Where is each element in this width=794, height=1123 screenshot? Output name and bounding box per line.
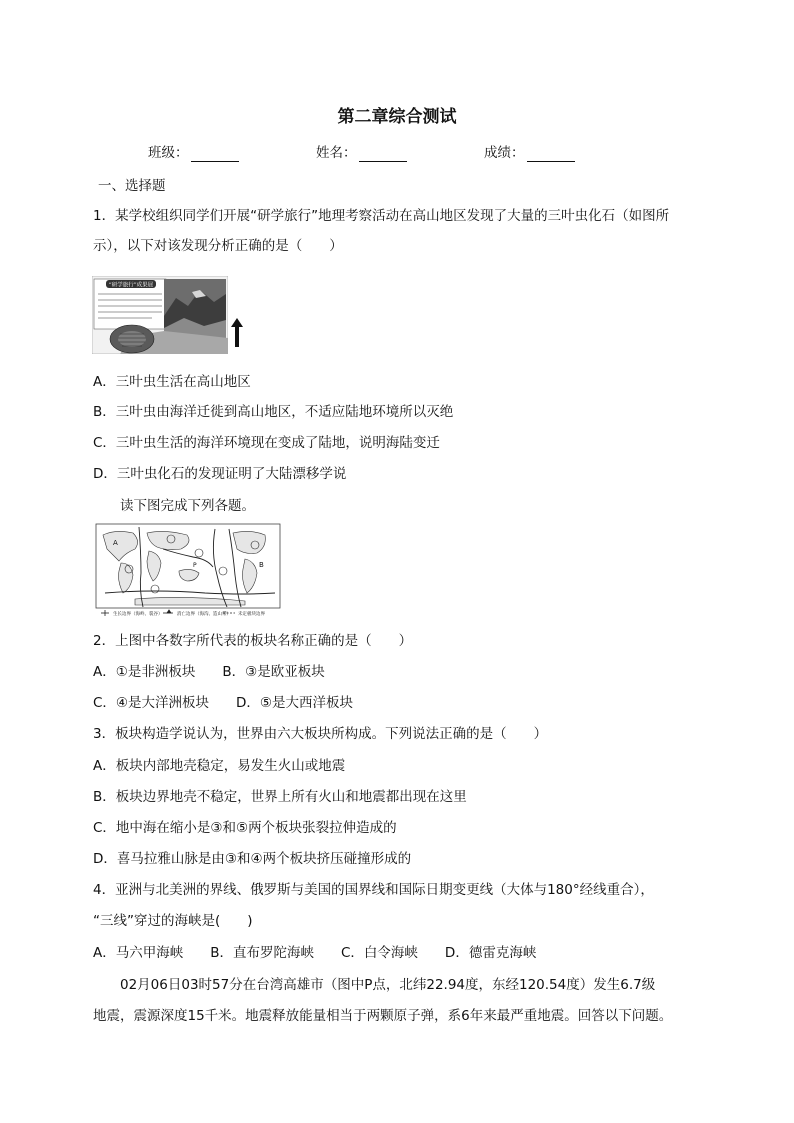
q3-option-b: B．板块边界地壳不稳定，世界上所有火山和地震都出现在这里 [93, 789, 467, 805]
passage-line1: 02月06日03时57分在台湾高雄市（图中P点，北纬22.94度，东经120.54度）发生6.7级 [120, 977, 656, 993]
score-blank[interactable] [527, 147, 575, 162]
up-arrow-icon [230, 318, 244, 348]
q1-option-d: D．三叶虫化石的发现证明了大陆漂移学说 [93, 466, 347, 482]
q3-option-c: C．地中海在缩小是③和⑤两个板块张裂拉伸造成的 [93, 820, 397, 836]
page-title: 第二章综合测试 [337, 107, 457, 127]
q3-stem: 3．板块构造学说认为，世界由六大板块所构成。下列说法正确的是（ ） [93, 726, 548, 742]
legend-consume: 消亡边界（海沟、造山带） [177, 612, 231, 617]
section-heading: 一、选择题 [98, 178, 166, 194]
trilobite-figure [92, 276, 228, 354]
q1-option-c: C．三叶虫生活的海洋环境现在变成了陆地，说明海陆变迁 [93, 435, 440, 451]
group-intro: 读下图完成下列各题。 [120, 498, 255, 514]
q2-options-cd: C．④是大洋洲板块 D．⑤是大西洋板块 [93, 695, 354, 711]
map-label-b: B [259, 561, 264, 569]
class-field [148, 144, 239, 162]
q1-option-a: A．三叶虫生活在高山地区 [93, 374, 251, 390]
q4-options: A．马六甲海峡 B．直布罗陀海峡 C．白令海峡 D．德雷克海峡 [93, 945, 537, 961]
class-label: 班级： [148, 145, 189, 161]
q4-stem-line2: “三线”穿过的海峡是( ) [93, 913, 253, 929]
figure-caption: “研学旅行”成果展 [108, 282, 154, 289]
class-blank[interactable] [191, 147, 239, 162]
map-label-a: A [113, 539, 118, 547]
score-label: 成绩： [484, 145, 525, 161]
q2-options-ab: A．①是非洲板块 B．③是欧亚板块 [93, 664, 325, 680]
q3-option-a: A．板块内部地壳稳定，易发生火山或地震 [93, 758, 346, 774]
q1-stem-line2: 示），以下对该发现分析正确的是（ ） [93, 238, 343, 254]
q3-option-d: D．喜马拉雅山脉是由③和④两个板块挤压碰撞形成的 [93, 851, 412, 867]
map-label-p: P [193, 562, 197, 569]
name-blank[interactable] [359, 147, 407, 162]
q2-stem: 2．上图中各数字所代表的板块名称正确的是（ ） [93, 633, 413, 649]
plate-map-figure [95, 523, 281, 623]
passage-line2: 地震，震源深度15千米。地震释放能量相当于两颗原子弹，系6年来最严重地震。回答以下问题。 [93, 1008, 673, 1024]
legend-growth: 生长边界（海岭、裂谷） [113, 612, 163, 617]
q4-stem-line1: 4．亚洲与北美洲的界线、俄罗斯与美国的国界线和国际日期变更线（大体与180°经线重合）， [93, 882, 654, 898]
q1-stem-line1: 1．某学校组织同学们开展“研学旅行”地理考察活动在高山地区发现了大量的三叶虫化石（如图所 [93, 208, 670, 224]
legend-uncertain: 未定板块边界 [238, 612, 265, 617]
score-field [484, 144, 575, 162]
name-label: 姓名： [316, 145, 357, 161]
q1-option-b: B．三叶虫由海洋迁徙到高山地区，不适应陆地环境所以灭绝 [93, 404, 454, 420]
name-field [316, 144, 407, 162]
